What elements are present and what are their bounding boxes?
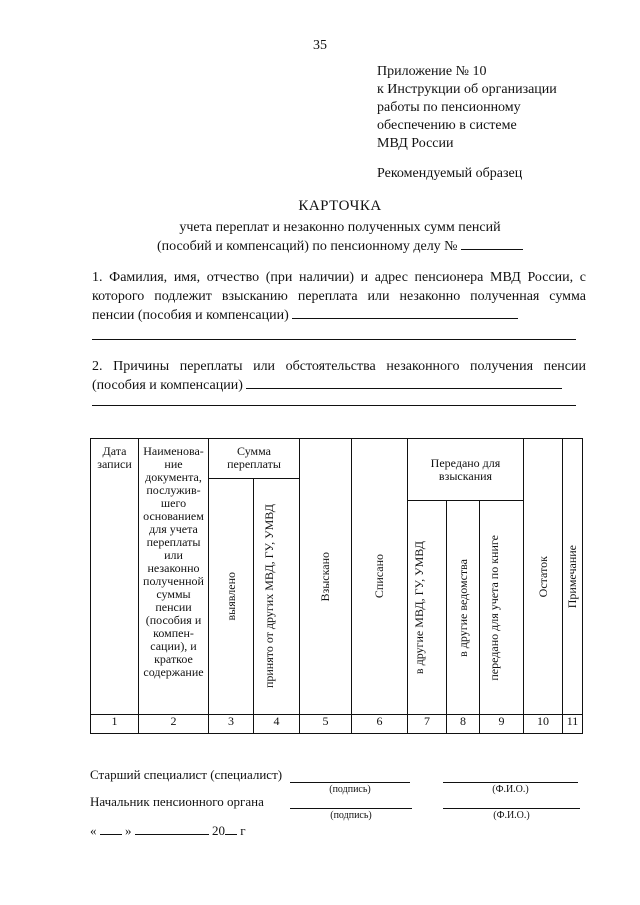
subtitle-line-2-text: (пособий и компенсаций) по пенсионному делу № <box>156 239 458 254</box>
document-subtitle <box>0 218 640 256</box>
section-2 <box>92 357 586 395</box>
recommended-sample: Рекомендуемый образец <box>377 166 523 181</box>
year-prefix: 20 <box>212 823 225 838</box>
appendix-line: МВД России <box>377 136 454 151</box>
column-number: 2 <box>139 715 209 734</box>
header-document: Наименова-ние документа, послужив-шего основанием для учета переплаты или незаконно полученной суммы пенсии (пособия и компен-сации), и краткое содержание <box>139 439 209 715</box>
column-number: 1 <box>91 715 139 734</box>
date-open-quote: « <box>90 823 97 838</box>
column-number: 9 <box>480 715 524 734</box>
header-collected <box>300 439 352 715</box>
head-name-line[interactable] <box>443 808 580 809</box>
document-title: КАРТОЧКА <box>298 198 382 214</box>
date-close-quote: » <box>125 823 132 838</box>
header-to-other-mvd <box>408 501 447 715</box>
accounting-table <box>90 438 583 734</box>
day-field[interactable] <box>100 822 122 835</box>
senior-specialist-label: Старший специалист (специалист) <box>90 767 283 782</box>
appendix-block <box>377 63 557 153</box>
section-2-text: 2. Причины переплаты или обстоятельства незаконного получения пенсии (пособия и компенсации) <box>92 359 586 393</box>
header-note <box>563 439 583 715</box>
date-line <box>90 822 246 839</box>
header-found-text: выявлено <box>223 572 238 621</box>
year-field[interactable] <box>225 822 237 835</box>
header-accepted-text: принято от других МВД, ГУ, УМВД <box>261 504 276 689</box>
subtitle-line-1: учета переплат и незаконно полученных сумм пенсий <box>179 220 501 235</box>
header-to-book <box>480 501 524 715</box>
reasons-field-line-2[interactable] <box>92 405 576 406</box>
header-to-other-dept <box>447 501 480 715</box>
page-number: 35 <box>313 38 327 53</box>
reasons-field[interactable] <box>246 376 562 389</box>
header-to-other-dept-text: в другие ведомства <box>455 558 470 657</box>
header-to-other-mvd-text: в другие МВД, ГУ, УМВД <box>412 540 426 675</box>
column-number: 4 <box>254 715 300 734</box>
header-accepted <box>254 479 300 715</box>
header-found <box>209 479 254 715</box>
column-number: 6 <box>352 715 408 734</box>
month-field[interactable] <box>135 822 209 835</box>
section-1-text: 1. Фамилия, имя, отчество (при наличии) и адрес пенсионера МВД России, с которого подлежит взысканию переплата или незаконно полученная сумма пенсии (пособия и компенсации) <box>92 270 586 323</box>
name-caption: (Ф.И.О.) <box>493 810 530 821</box>
sign-caption: (подпись) <box>329 784 371 795</box>
column-number: 8 <box>447 715 480 734</box>
appendix-line: обеспечению в системе <box>377 118 517 133</box>
column-number: 5 <box>300 715 352 734</box>
header-written-off <box>352 439 408 715</box>
header-written-off-text: Списано <box>372 554 386 599</box>
header-transferred: Передано для взыскания <box>408 439 524 501</box>
header-to-book-text: передано для учета по книге <box>486 534 501 681</box>
senior-name-line[interactable] <box>443 782 578 783</box>
year-suffix: г <box>240 823 246 838</box>
head-label: Начальник пенсионного органа <box>90 794 264 809</box>
pensioner-field-line-2[interactable] <box>92 339 576 340</box>
appendix-line: работы по пенсионному <box>377 100 521 115</box>
column-number: 11 <box>563 715 583 734</box>
header-date: Дата записи <box>91 439 139 715</box>
senior-signature-line[interactable] <box>290 782 410 783</box>
header-balance-text: Остаток <box>535 555 550 598</box>
column-number: 7 <box>408 715 447 734</box>
header-overpayment-sum: Сумма переплаты <box>209 439 300 479</box>
header-collected-text: Взыскано <box>318 551 332 602</box>
appendix-line: Приложение № 10 <box>377 64 487 79</box>
sign-caption: (подпись) <box>330 810 372 821</box>
section-1 <box>92 268 586 325</box>
appendix-line: к Инструкции об организации <box>377 82 557 97</box>
column-number: 10 <box>524 715 563 734</box>
header-note-text: Примечание <box>565 544 579 609</box>
column-number: 3 <box>209 715 254 734</box>
name-caption: (Ф.И.О.) <box>492 784 529 795</box>
case-number-field[interactable] <box>461 237 523 250</box>
pensioner-field[interactable] <box>292 306 518 319</box>
header-balance <box>524 439 563 715</box>
head-signature-line[interactable] <box>290 808 412 809</box>
subtitle-line-2 <box>0 237 640 256</box>
